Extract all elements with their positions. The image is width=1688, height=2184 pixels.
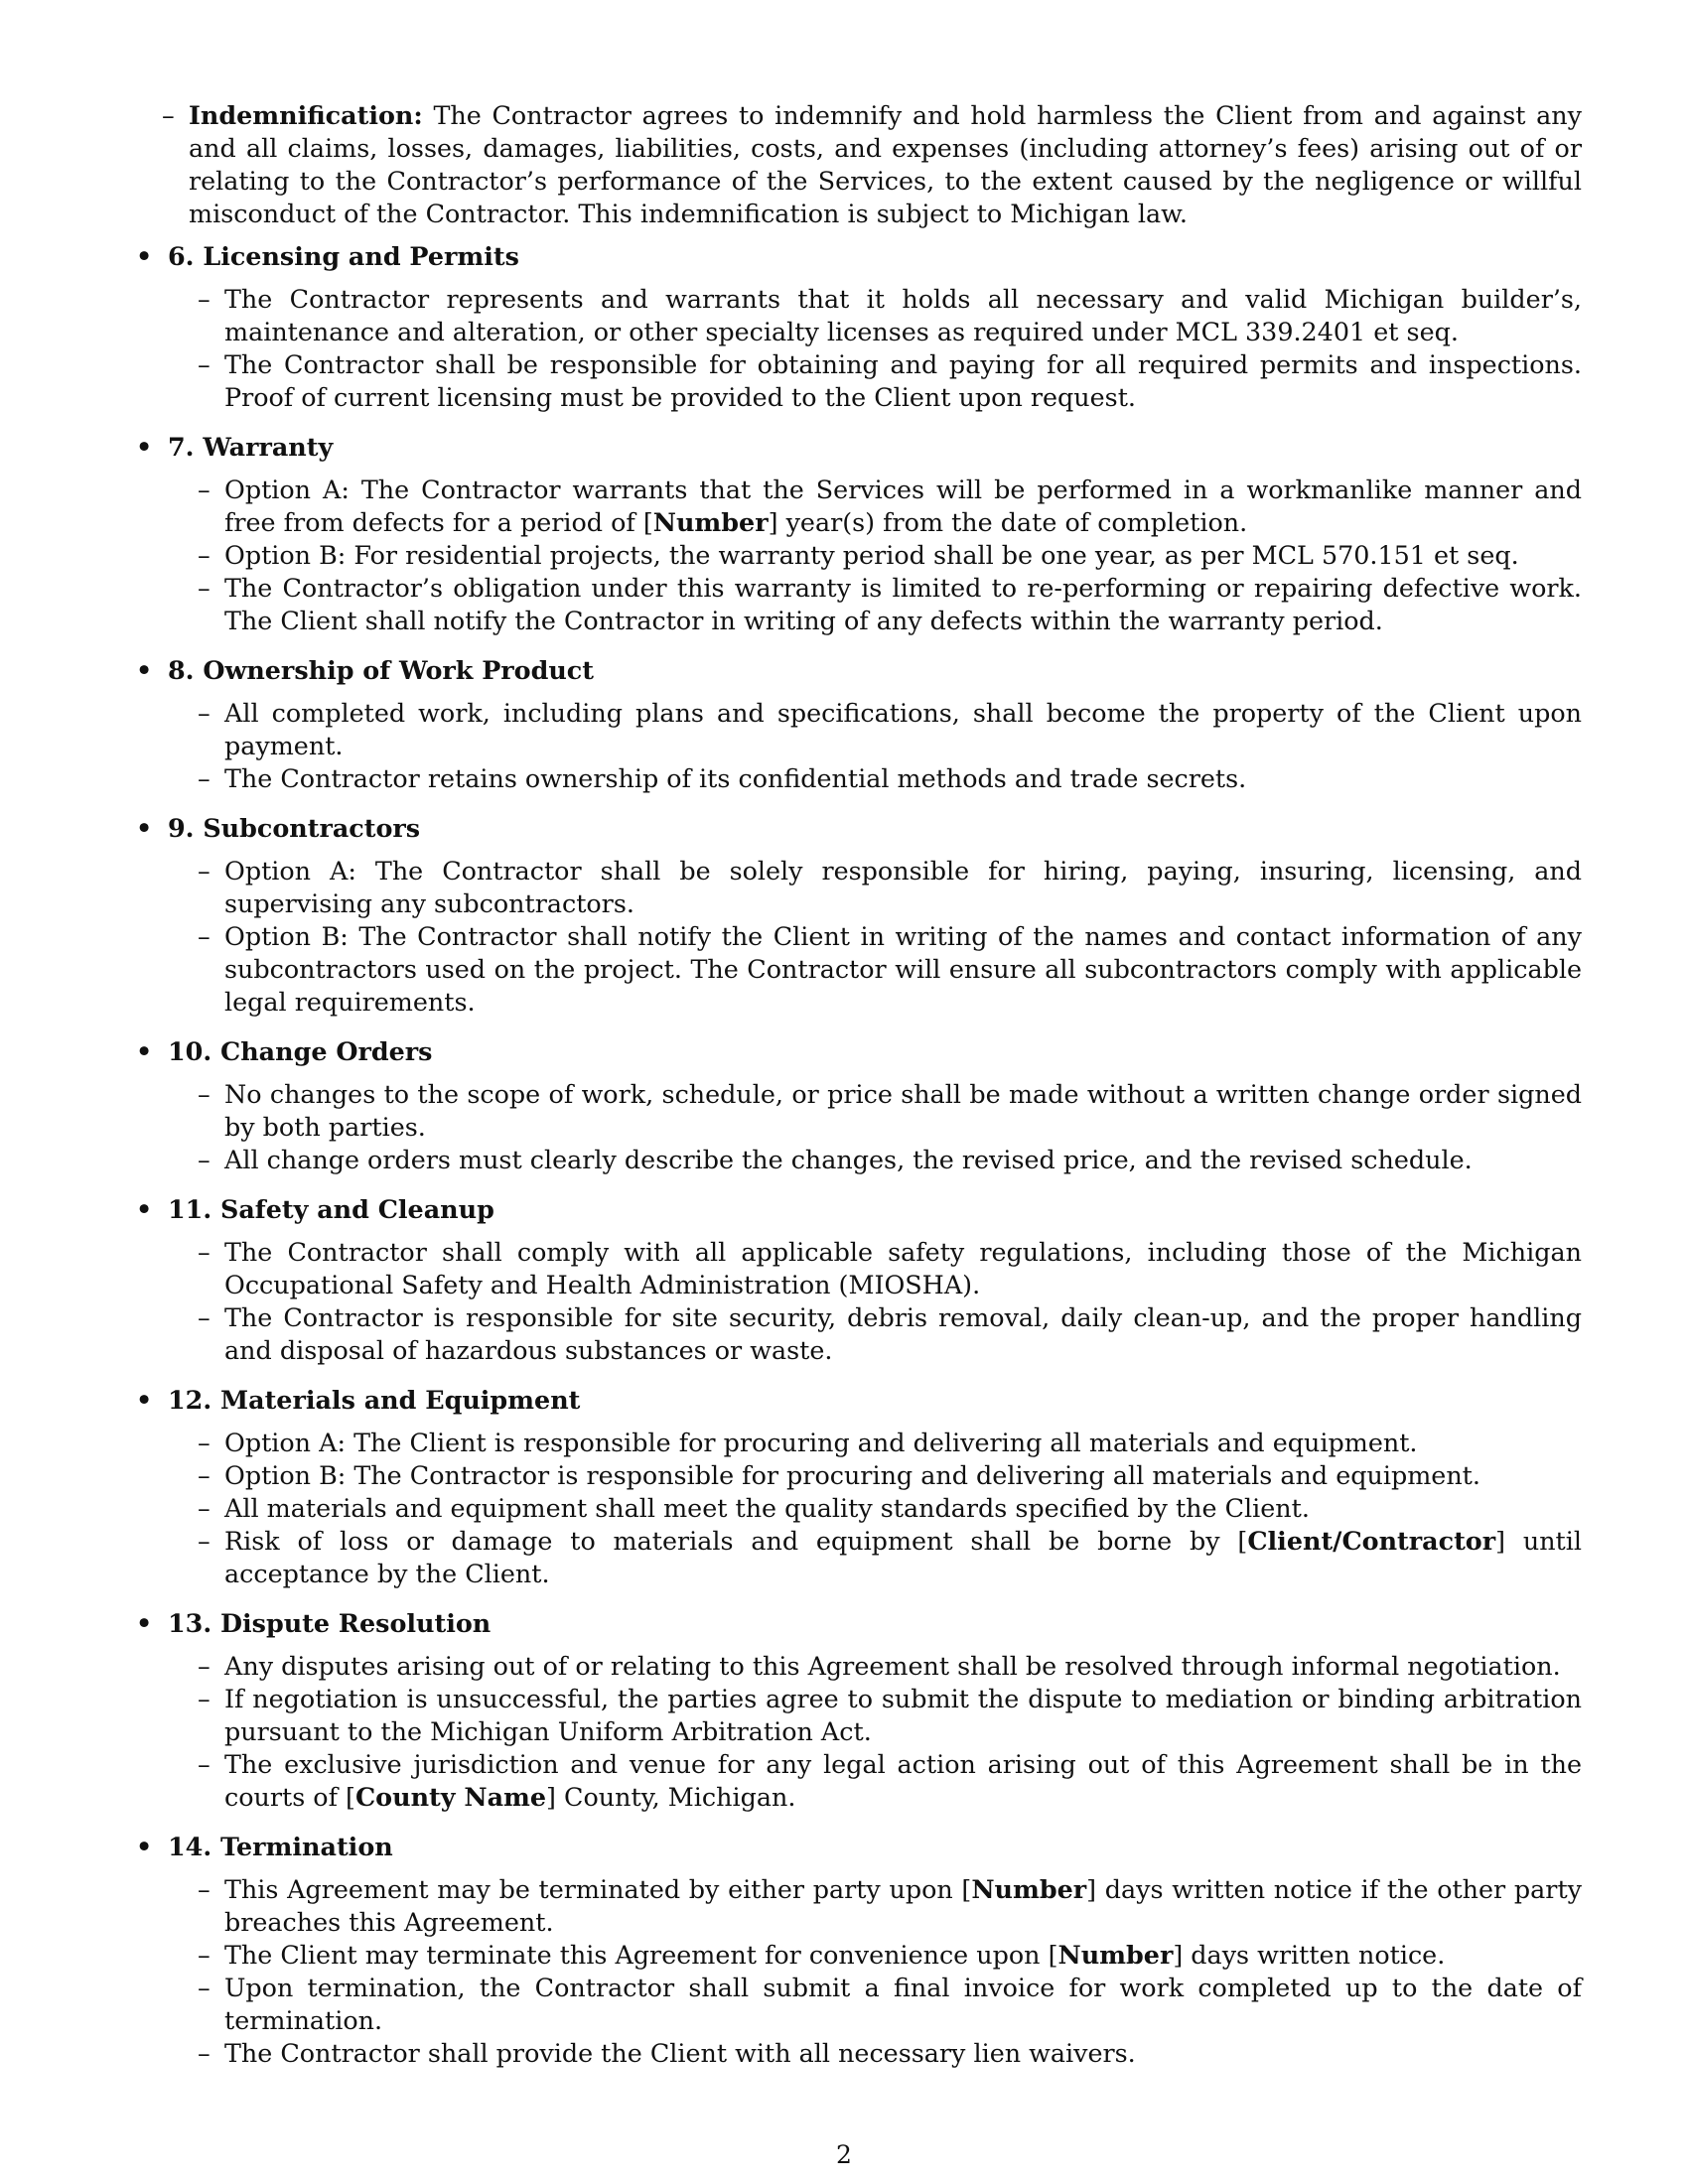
dash-marker: – (198, 1684, 211, 1713)
clause-item (168, 1873, 1582, 1939)
clause-text: The Contractor shall comply with all applicable safety regulations, including those of the Michigan Occupational Safety and Health Administration (MIOSHA). (224, 1237, 1582, 1299)
dash-marker: – (162, 100, 175, 130)
section-heading: 12. Materials and Equipment (168, 1385, 581, 1415)
section-item (132, 1607, 1582, 1814)
dash-marker: – (198, 475, 211, 504)
clause-item (168, 539, 1582, 572)
placeholder-field: Number (652, 507, 769, 537)
clause-item (168, 1144, 1582, 1176)
bullet-marker: • (136, 655, 153, 685)
bullet-marker: • (136, 1194, 153, 1224)
clause-list (168, 855, 1582, 1019)
clause-text: The Contractor retains ownership of its confidential methods and trade secrets. (224, 763, 1247, 793)
clause-text: This Agreement may be terminated by either party upon [ (224, 1874, 972, 1904)
section-item (132, 812, 1582, 1019)
clause-item (168, 1427, 1582, 1459)
indemnification-list (132, 99, 1582, 230)
bullet-marker: • (136, 1385, 153, 1415)
bullet-marker: • (136, 432, 153, 462)
indemnification-text: The Contractor agrees to indemnify and hold harmless the Client from and against any and all claims, losses, damages, liabilities, costs, and expenses (including attorney’s fees) arising out of or relating to the Contractor’s performance of the Services, to the extent caused by the negligence or willful misconduct of the Contractor. This indemnification is subject to Michigan law. (189, 100, 1582, 228)
clause-text: All completed work, including plans and specifications, shall become the property of the Client upon payment. (224, 698, 1582, 760)
placeholder-field: Number (971, 1874, 1087, 1904)
clause-item (168, 474, 1582, 539)
clause-list (168, 1873, 1582, 2070)
clause-item (168, 1301, 1582, 1367)
bullet-marker: • (136, 813, 153, 843)
section-heading: 8. Ownership of Work Product (168, 655, 594, 685)
dash-marker: – (198, 540, 211, 570)
clause-item (168, 762, 1582, 795)
section-item (132, 240, 1582, 414)
dash-marker: – (198, 1526, 211, 1556)
clause-item (168, 855, 1582, 920)
dash-marker: – (198, 1973, 211, 2002)
dash-marker: – (198, 1874, 211, 1904)
dash-marker: – (198, 349, 211, 379)
dash-marker: – (198, 856, 211, 886)
dash-marker: – (198, 921, 211, 951)
dash-marker: – (198, 1428, 211, 1457)
clause-text: Option A: The Client is responsible for procuring and delivering all materials and equipment. (224, 1428, 1418, 1457)
placeholder-field: County Name (354, 1782, 547, 1812)
clause-item (168, 1078, 1582, 1144)
clause-item (168, 920, 1582, 1019)
section-heading: 6. Licensing and Permits (168, 241, 519, 271)
clause-item (168, 283, 1582, 348)
clause-text: Option A: The Contractor warrants that the Services will be performed in a workmanlike manner and free from defects for a period of [ (224, 475, 1582, 537)
section-heading: 9. Subcontractors (168, 813, 421, 843)
dash-marker: – (198, 2038, 211, 2068)
clause-list (168, 697, 1582, 795)
page-number: 2 (836, 2140, 852, 2169)
dash-marker: – (198, 1237, 211, 1267)
clause-item (168, 1492, 1582, 1525)
dash-marker: – (198, 1651, 211, 1681)
clause-text: Option A: The Contractor shall be solely responsible for hiring, paying, insuring, licensing, and supervising any subcontractors. (224, 856, 1582, 918)
clause-text: All change orders must clearly describe the changes, the revised price, and the revised schedule. (224, 1145, 1473, 1174)
clause-item (168, 1236, 1582, 1301)
clause-list (168, 474, 1582, 637)
clause-text: ] until acceptance by the Client. (224, 1526, 1582, 1588)
clause-item (168, 1972, 1582, 2037)
section-item (132, 1193, 1582, 1367)
indemnification-label: Indemnification: (189, 100, 423, 130)
section-item (132, 654, 1582, 795)
bullet-marker: • (136, 1608, 153, 1638)
clause-item (168, 2037, 1582, 2070)
dash-marker: – (198, 284, 211, 314)
section-item (132, 431, 1582, 637)
bullet-marker: • (136, 241, 153, 271)
clause-text: If negotiation is unsuccessful, the parties agree to submit the dispute to mediation or binding arbitration pursuant to the Michigan Uniform Arbitration Act. (224, 1684, 1582, 1746)
clause-item (168, 572, 1582, 637)
section-item (132, 1384, 1582, 1590)
clause-text: Upon termination, the Contractor shall submit a final invoice for work completed up to the date of termination. (224, 1973, 1582, 2035)
sections-list (132, 240, 1582, 2070)
section-heading: 13. Dispute Resolution (168, 1608, 492, 1638)
clause-text: Option B: For residential projects, the warranty period shall be one year, as per MCL 570.151 et seq. (224, 540, 1519, 570)
placeholder-field: Number (1057, 1940, 1174, 1970)
dash-marker: – (198, 1145, 211, 1174)
clause-item (168, 1459, 1582, 1492)
indemnification-item (132, 99, 1582, 230)
clause-item (168, 1650, 1582, 1683)
dash-marker: – (198, 1302, 211, 1332)
dash-marker: – (198, 1079, 211, 1109)
clause-text: The Contractor is responsible for site security, debris removal, daily clean-up, and the proper handling and disposal of hazardous substances or waste. (224, 1302, 1582, 1365)
clause-text: Option B: The Contractor shall notify the Client in writing of the names and contact information of any subcontractors used on the project. The Contractor will ensure all subcontractors comply with applicable legal requirements. (224, 921, 1582, 1017)
clause-text: Option B: The Contractor is responsible for procuring and delivering all materials and equipment. (224, 1460, 1480, 1490)
dash-marker: – (198, 698, 211, 728)
section-heading: 10. Change Orders (168, 1036, 433, 1066)
dash-marker: – (198, 1940, 211, 1970)
clause-text: Any disputes arising out of or relating to this Agreement shall be resolved through informal negotiation. (224, 1651, 1561, 1681)
clause-list (168, 1650, 1582, 1814)
clause-list (168, 1078, 1582, 1176)
document-body (132, 99, 1582, 2087)
clause-item (168, 1525, 1582, 1590)
dash-marker: – (198, 1460, 211, 1490)
dash-marker: – (198, 763, 211, 793)
clause-item (168, 1748, 1582, 1814)
section-heading: 14. Termination (168, 1832, 393, 1861)
clause-item (168, 1939, 1582, 1972)
dash-marker: – (198, 573, 211, 603)
clause-text: Risk of loss or damage to materials and equipment shall be borne by [ (224, 1526, 1248, 1556)
clause-text: ] days written notice. (1173, 1940, 1446, 1970)
clause-item (168, 348, 1582, 414)
bullet-marker: • (136, 1036, 153, 1066)
clause-text: The Contractor represents and warrants that it holds all necessary and valid Michigan builder’s, maintenance and alteration, or other specialty licenses as required under MCL 339.2401 et seq. (224, 284, 1582, 346)
dash-marker: – (198, 1493, 211, 1523)
section-item (132, 1831, 1582, 2070)
clause-item (168, 697, 1582, 762)
clause-list (168, 1427, 1582, 1590)
clause-text: ] days written notice if the other party breaches this Agreement. (224, 1874, 1582, 1937)
clause-text: ] County, Michigan. (546, 1782, 796, 1812)
placeholder-field: Client/Contractor (1247, 1526, 1496, 1556)
section-heading: 11. Safety and Cleanup (168, 1194, 494, 1224)
bullet-marker: • (136, 1832, 153, 1861)
clause-item (168, 1683, 1582, 1748)
clause-list (168, 1236, 1582, 1367)
dash-marker: – (198, 1749, 211, 1779)
section-item (132, 1035, 1582, 1176)
clause-text: No changes to the scope of work, schedule, or price shall be made without a written change order signed by both parties. (224, 1079, 1582, 1142)
clause-text: The exclusive jurisdiction and venue for any legal action arising out of this Agreement shall be in the courts of [ (224, 1749, 1582, 1812)
clause-text: The Client may terminate this Agreement for convenience upon [ (224, 1940, 1058, 1970)
section-heading: 7. Warranty (168, 432, 334, 462)
clause-text: The Contractor shall be responsible for obtaining and paying for all required permits and inspections. Proof of current licensing must be provided to the Client upon request. (224, 349, 1582, 412)
clause-text: ] year(s) from the date of completion. (768, 507, 1248, 537)
clause-text: The Contractor shall provide the Client with all necessary lien waivers. (224, 2038, 1136, 2068)
clause-text: All materials and equipment shall meet the quality standards specified by the Client. (224, 1493, 1310, 1523)
clause-list (168, 283, 1582, 414)
clause-text: The Contractor’s obligation under this warranty is limited to re-performing or repairing defective work. The Client shall notify the Contractor in writing of any defects within the warranty period. (224, 573, 1582, 635)
